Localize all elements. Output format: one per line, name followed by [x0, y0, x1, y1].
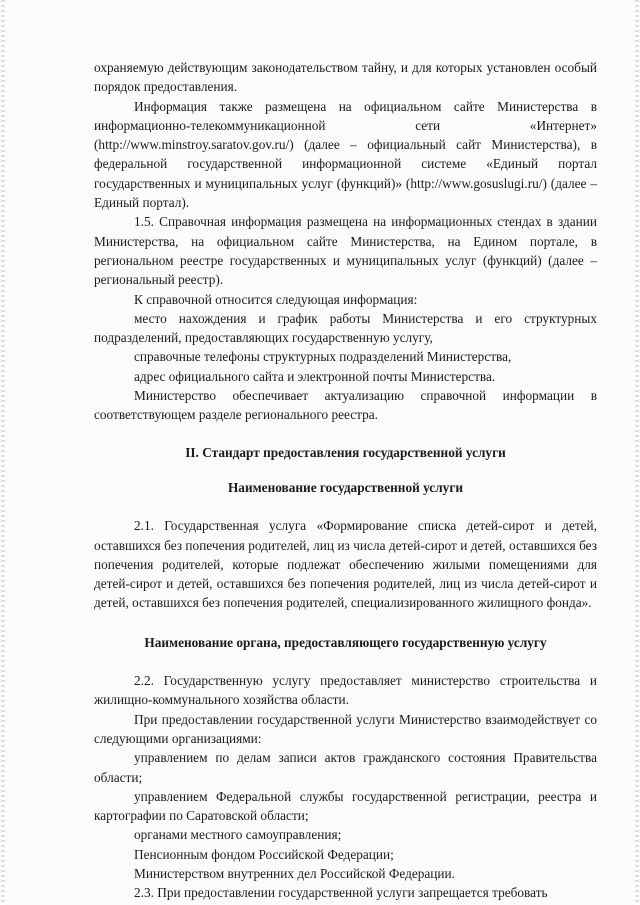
- scan-edge-right: [635, 0, 639, 905]
- paragraph-reference-info: К справочной относится следующая информация:: [134, 291, 418, 307]
- paragraph-2-1: 2.1. Государственная услуга «Формирование списка детей-сирот и детей, оставшихся без попечения родителей, лиц из числа детей-сирот и детей, оставшихся без попечения родителей, которые подлежат обеспечению жилыми помещениями для детей-сирот и детей, оставшихся без попечения родителей, лиц из числа детей-сирот и детей, оставшихся без попечения родителей, специализированного жилищного фонда».: [94, 518, 597, 611]
- paragraph-rosreestr: управлением Федеральной службы государственной регистрации, реестра и картографии по Саратовской области;: [94, 788, 597, 824]
- paragraph-phones: справочные телефоны структурных подразделений Министерства,: [134, 349, 512, 365]
- paragraph-address: адрес официального сайта и электронной почты Министерства.: [134, 368, 496, 384]
- paragraph-1-5: 1.5. Справочная информация размещена на информационных стендах в здании Министерства, на официальном сайте Министерства, на Едином портале, в региональном реестре государственных и муниципальных услуг (функций) (далее – региональный реестр).: [94, 214, 597, 288]
- paragraph-2-3: 2.3. При предоставлении государственной услуги запрещается требовать: [134, 885, 548, 901]
- paragraph-actualization: Министерство обеспечивает актуализацию справочной информации в соответствующем разделе регионального реестра.: [94, 388, 597, 423]
- document-body: [94, 58, 597, 903]
- paragraph-interior-ministry: Министерством внутренних дел Российской Федерации.: [134, 865, 455, 881]
- paragraph-pension-fund: Пенсионным фондом Российской Федерации;: [134, 846, 394, 862]
- scan-edge-left: [1, 0, 5, 905]
- section-title: II. Стандарт предоставления государственной услуги: [185, 444, 506, 460]
- paragraph-location: место нахождения и график работы Министерства и его структурных подразделений, предоставляющих государственную услугу,: [94, 310, 597, 346]
- paragraph-continuation: охраняемую действующим законодательством тайну, и для которых установлен особый порядок предоставления.: [94, 60, 597, 95]
- paragraph-local-government: органами местного самоуправления;: [134, 827, 342, 843]
- subtitle-service-name: Наименование государственной услуги: [227, 479, 464, 495]
- paragraph-website-info: Информация также размещена на официальном сайте Министерства в информационно-телекоммуникационной сети «Интернет» (http://www.minstroy.saratov.gov.ru/) (далее – официальный сайт Министерства), в федеральной государственной информационной системе «Единый портал государственных и муниципальных услуг (функций)» (http://www.gosuslugi.ru/) (далее – Единый портал).: [94, 98, 597, 211]
- subtitle-authority: Наименование органа, предоставляющего государственную услугу: [144, 634, 547, 650]
- paragraph-civil-registry: управлением по делам записи актов гражданского состояния Правительства области;: [94, 750, 597, 785]
- paragraph-interaction: При предоставлении государственной услуги Министерство взаимодействует со следующими организациями:: [94, 711, 597, 746]
- paragraph-2-2: 2.2. Государственную услугу предоставляет министерство строительства и жилищно-коммунального хозяйства области.: [94, 673, 597, 708]
